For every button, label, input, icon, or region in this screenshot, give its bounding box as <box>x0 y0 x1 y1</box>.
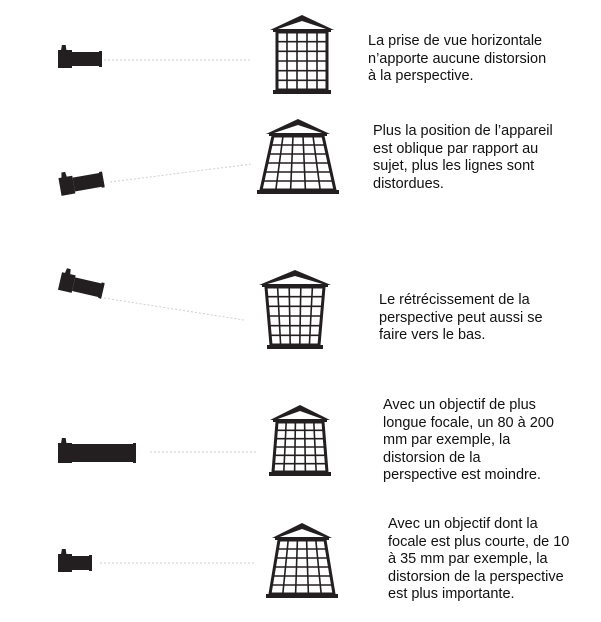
caption-line: est plus importante. <box>388 586 515 602</box>
caption-line: mm par exemple, la <box>383 432 511 448</box>
sight-line <box>110 164 252 182</box>
row-wide-angle <box>58 523 338 598</box>
building-slightly-distorted-icon <box>269 405 331 476</box>
row-downward <box>58 267 331 349</box>
caption-telephoto <box>383 397 554 485</box>
caption-line: à 35 mm par exemple, la <box>388 551 548 567</box>
caption-line: perspective est moindre. <box>383 467 541 483</box>
camera-icon <box>58 45 102 68</box>
row-oblique <box>58 119 339 196</box>
building-narrowing-down-icon <box>259 270 331 349</box>
row-telephoto <box>58 405 331 476</box>
caption-line: distorsion de la perspective <box>388 568 564 585</box>
caption-line: perspective peut aussi se <box>379 309 543 326</box>
caption-line: n’apporte aucune distorsion <box>368 50 547 67</box>
caption-line: sujet, plus les lignes sont <box>373 158 535 174</box>
caption-line: à la perspective. <box>368 68 474 84</box>
camera-telephoto-icon <box>58 438 136 463</box>
camera-tilted-up-icon <box>58 166 105 196</box>
caption-line: longue focale, un 80 à 200 <box>383 414 554 431</box>
caption-line: distorsion de la <box>383 449 481 466</box>
sight-line <box>104 298 244 320</box>
caption-line: distordues. <box>373 175 444 192</box>
camera-tilted-down-icon <box>58 267 106 299</box>
caption-line: La prise de vue horizontale <box>368 33 543 49</box>
caption-line: Avec un objectif de plus <box>383 397 536 413</box>
caption-oblique <box>373 123 553 193</box>
building-distorted-icon <box>257 119 339 194</box>
caption-line: focale est plus courte, de 10 <box>388 533 570 550</box>
caption-downward <box>379 292 543 345</box>
caption-line: est oblique par rapport au <box>373 140 539 157</box>
caption-line: Plus la position de l’appareil <box>373 123 553 139</box>
caption-line: faire vers le bas. <box>379 327 486 343</box>
caption-line: Avec un objectif dont la <box>388 516 538 532</box>
caption-horizontal <box>368 33 546 86</box>
building-strongly-distorted-icon <box>266 523 338 598</box>
caption-wide-angle <box>388 516 569 604</box>
caption-line: Le rétrécissement de la <box>379 292 530 308</box>
row-horizontal <box>58 15 334 94</box>
building-icon <box>270 15 334 94</box>
camera-wide-angle-icon <box>58 549 92 572</box>
